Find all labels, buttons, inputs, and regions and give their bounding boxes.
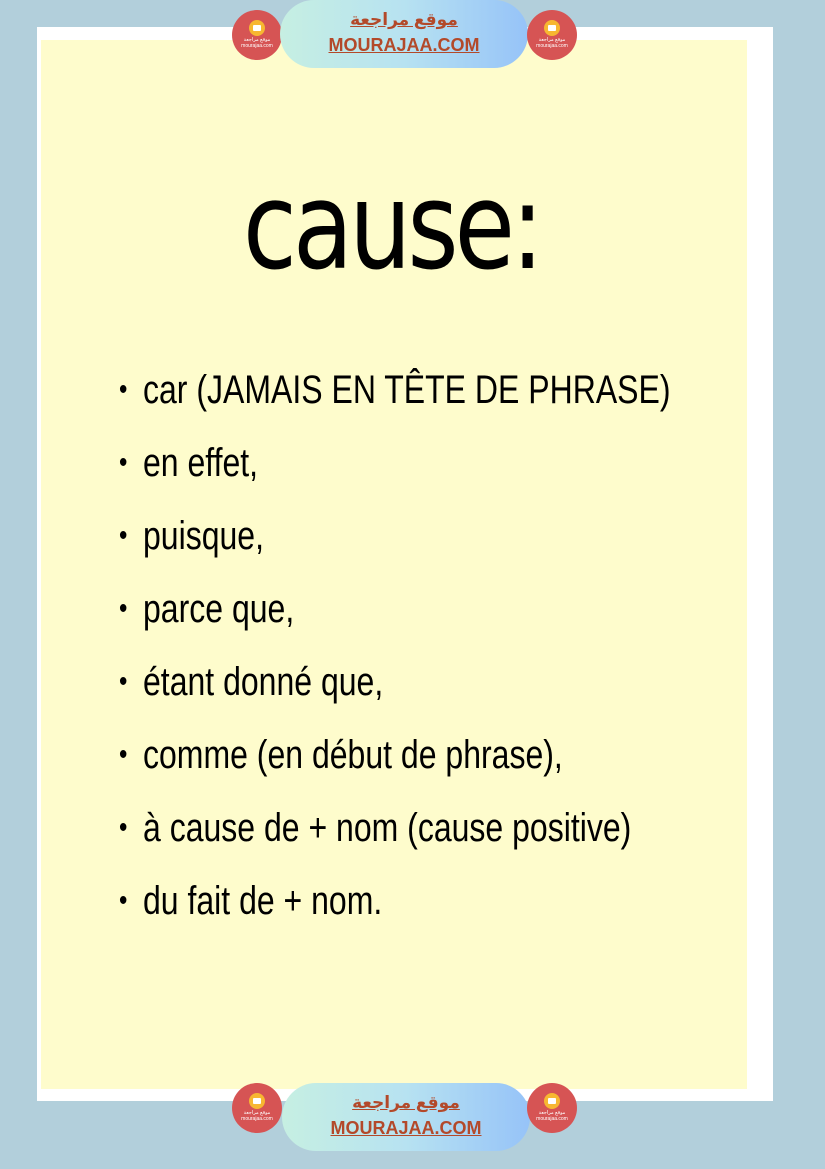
bullet-icon: • bbox=[119, 519, 128, 552]
book-icon bbox=[249, 1093, 265, 1109]
list-item-text: car (JAMAIS EN TÊTE DE PHRASE) bbox=[143, 368, 671, 412]
badge-site-text: mourajaa.com bbox=[241, 1116, 273, 1122]
page-title: cause: bbox=[242, 158, 541, 297]
list-item-text: en effet, bbox=[143, 441, 259, 485]
site-banner-top[interactable] bbox=[280, 0, 528, 68]
list-item-text: à cause de + nom (cause positive) bbox=[143, 806, 632, 850]
list-item-text: du fait de + nom. bbox=[143, 879, 383, 923]
badge-site-text: mourajaa.com bbox=[241, 43, 273, 49]
list-item bbox=[119, 362, 671, 435]
banner-site-link: MOURAJAA.COM bbox=[330, 1118, 482, 1138]
site-logo-badge-left[interactable] bbox=[232, 10, 282, 60]
book-icon bbox=[544, 1093, 560, 1109]
book-icon bbox=[249, 20, 265, 36]
list-item bbox=[119, 581, 671, 654]
connector-list bbox=[119, 362, 808, 946]
list-item bbox=[119, 435, 671, 508]
list-item bbox=[119, 727, 671, 800]
bullet-icon: • bbox=[119, 811, 128, 844]
book-icon bbox=[544, 20, 560, 36]
site-logo-badge-left-footer[interactable] bbox=[232, 1083, 282, 1133]
badge-arabic-text: موقع مراجعة bbox=[243, 1110, 271, 1116]
list-item-text: étant donné que, bbox=[143, 660, 384, 704]
site-logo-badge-right[interactable] bbox=[527, 10, 577, 60]
badge-site-text: mourajaa.com bbox=[536, 1116, 568, 1122]
badge-site-text: mourajaa.com bbox=[536, 43, 568, 49]
bullet-icon: • bbox=[119, 665, 128, 698]
bullet-icon: • bbox=[119, 884, 128, 917]
site-logo-badge-right-footer[interactable] bbox=[527, 1083, 577, 1133]
badge-arabic-text: موقع مراجعة bbox=[538, 1110, 566, 1116]
list-item bbox=[119, 508, 671, 581]
banner-arabic-text: موقع مراجعة bbox=[352, 1093, 460, 1112]
badge-arabic-text: موقع مراجعة bbox=[538, 37, 566, 43]
list-item-text: comme (en début de phrase), bbox=[143, 733, 563, 777]
banner-site-link: MOURAJAA.COM bbox=[328, 35, 480, 55]
list-item bbox=[119, 800, 671, 873]
bullet-icon: • bbox=[119, 446, 128, 479]
list-item bbox=[119, 654, 671, 727]
list-item bbox=[119, 873, 671, 946]
list-item-text: puisque, bbox=[143, 514, 264, 558]
banner-arabic-text: موقع مراجعة bbox=[350, 10, 458, 29]
document-page bbox=[41, 37, 747, 1089]
bullet-icon: • bbox=[119, 738, 128, 771]
badge-arabic-text: موقع مراجعة bbox=[243, 37, 271, 43]
list-item-text: parce que, bbox=[143, 587, 295, 631]
bullet-icon: • bbox=[119, 373, 128, 406]
site-banner-bottom[interactable] bbox=[282, 1083, 530, 1151]
bullet-icon: • bbox=[119, 592, 128, 625]
